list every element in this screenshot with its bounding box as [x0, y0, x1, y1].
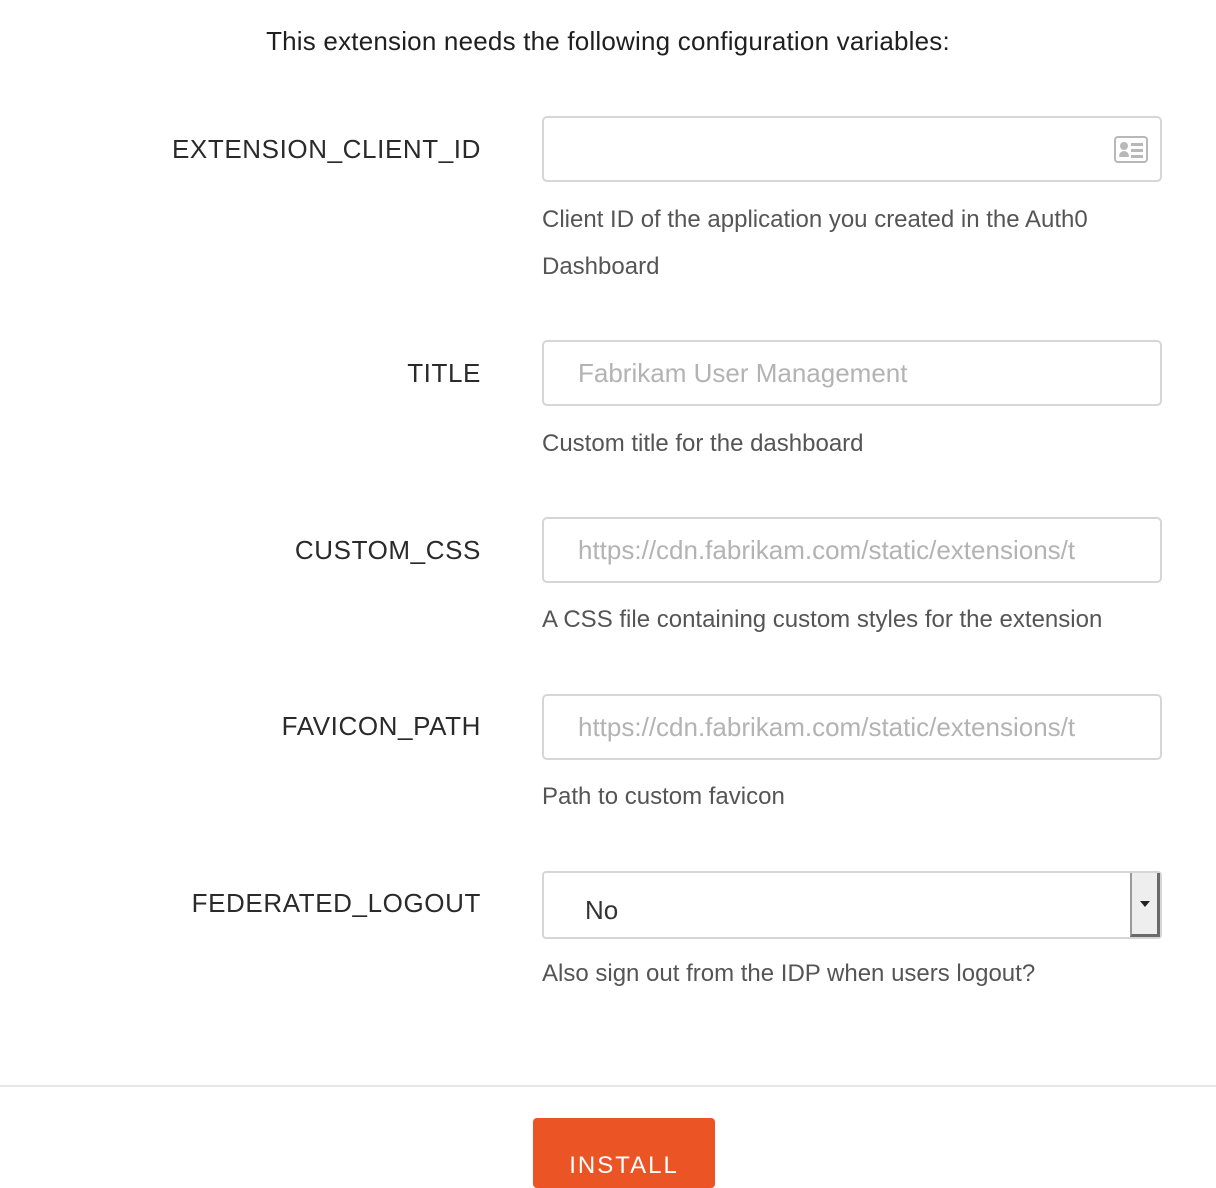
custom-css-input[interactable] [544, 519, 1160, 581]
title-field[interactable] [542, 340, 1162, 406]
custom-css-field[interactable] [542, 517, 1162, 583]
label-favicon-path: FAVICON_PATH [281, 711, 481, 741]
federated-logout-select[interactable] [542, 871, 1162, 939]
help-title: Custom title for the dashboard [542, 430, 864, 457]
favicon-path-input[interactable] [544, 696, 1160, 758]
intro-text: This extension needs the following configuration variables: [266, 26, 950, 56]
help-extension-client-id: Client ID of the application you created in the Auth0 Dashboard [542, 206, 1088, 280]
footer-divider [0, 1085, 1216, 1087]
dropdown-arrow-button[interactable] [1130, 873, 1160, 937]
help-federated-logout: Also sign out from the IDP when users logout? [542, 960, 1036, 987]
label-federated-logout: FEDERATED_LOGOUT [191, 888, 481, 918]
contact-card-icon[interactable] [1114, 136, 1148, 163]
federated-logout-selected-value: No [585, 895, 619, 925]
extension-client-id-field[interactable] [542, 116, 1162, 182]
install-button[interactable]: INSTALL [533, 1118, 715, 1188]
label-title: TITLE [407, 358, 481, 388]
help-favicon-path: Path to custom favicon [542, 783, 785, 810]
extension-client-id-input[interactable] [544, 118, 1160, 180]
label-extension-client-id: EXTENSION_CLIENT_ID [171, 134, 481, 164]
label-custom-css: CUSTOM_CSS [294, 535, 481, 565]
help-custom-css: A CSS file containing custom styles for the extension [542, 606, 1103, 633]
title-input[interactable] [544, 342, 1160, 404]
caret-down-icon [1140, 901, 1150, 907]
favicon-path-field[interactable] [542, 694, 1162, 760]
